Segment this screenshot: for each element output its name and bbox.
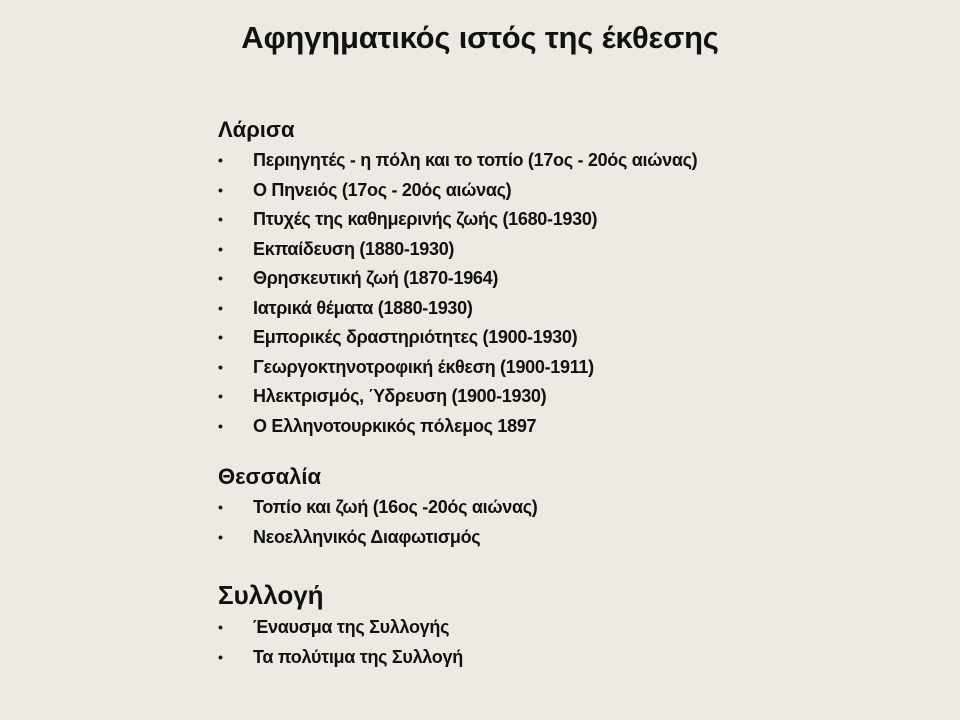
list-item-text: Εκπαίδευση (1880-1930) bbox=[253, 238, 455, 259]
list-item bbox=[218, 412, 918, 442]
list-item-text: Νεοελληνικός Διαφωτισμός bbox=[253, 526, 481, 547]
bullet-icon: • bbox=[218, 648, 223, 665]
list-item bbox=[218, 205, 918, 235]
list-item-text: Έναυσμα της Συλλογής bbox=[253, 617, 450, 637]
list-item bbox=[218, 176, 918, 206]
bullet-icon: • bbox=[218, 299, 223, 316]
slide-title: Αφηγηματικός ιστός της έκθεσης bbox=[241, 20, 719, 55]
bullet-list bbox=[218, 146, 918, 441]
list-item-text: Ο Ελληνοτουρκικός πόλεμος 1897 bbox=[253, 415, 537, 436]
list-item-text: Τα πολύτιμα της Συλλογή bbox=[253, 646, 463, 667]
list-item-text: Τοπίο και ζωή (16ος -20ός αιώνας) bbox=[253, 497, 538, 517]
section-heading: Θεσσαλία bbox=[218, 464, 322, 489]
list-item bbox=[218, 643, 918, 673]
bullet-list bbox=[218, 613, 918, 672]
section-spacer bbox=[218, 441, 918, 461]
list-item-text: Γεωργοκτηνοτροφική έκθεση (1900-1911) bbox=[253, 356, 594, 377]
list-item bbox=[218, 294, 918, 324]
list-item-text: Εμπορικές δραστηριότητες (1900-1930) bbox=[253, 327, 578, 347]
bullet-icon: • bbox=[218, 181, 223, 198]
bullet-icon: • bbox=[218, 417, 223, 434]
section-syllogi bbox=[218, 577, 918, 672]
list-item bbox=[218, 493, 918, 523]
list-item bbox=[218, 146, 918, 176]
bullet-icon: • bbox=[218, 388, 223, 404]
bullet-list bbox=[218, 493, 918, 552]
section-larisa bbox=[218, 114, 918, 441]
list-item-text: Πτυχές της καθημερινής ζωής (1680-1930) bbox=[253, 209, 598, 229]
list-item bbox=[218, 523, 918, 553]
bullet-icon: • bbox=[218, 619, 223, 635]
list-item-text: Ηλεκτρισμός, Ύδρευση (1900-1930) bbox=[253, 386, 547, 406]
bullet-icon: • bbox=[218, 211, 223, 227]
list-item-text: Ο Πηνειός (17ος - 20ός αιώνας) bbox=[253, 179, 512, 200]
bullet-icon: • bbox=[218, 358, 223, 375]
list-item-text: Περιηγητές - η πόλη και το τοπίο (17ος - 20ός αιώνας) bbox=[253, 150, 698, 170]
section-thessalia bbox=[218, 461, 918, 552]
bullet-icon: • bbox=[218, 329, 223, 345]
list-item bbox=[218, 613, 918, 643]
section-heading: Συλλογή bbox=[218, 580, 324, 610]
list-item bbox=[218, 353, 918, 383]
list-item bbox=[218, 382, 918, 412]
bullet-icon: • bbox=[218, 240, 223, 257]
bullet-icon: • bbox=[218, 270, 223, 286]
list-item-text: Θρησκευτική ζωή (1870-1964) bbox=[253, 268, 499, 288]
section-spacer bbox=[218, 552, 918, 577]
list-item bbox=[218, 264, 918, 294]
slide-content bbox=[218, 114, 918, 672]
bullet-icon: • bbox=[218, 528, 223, 545]
bullet-icon: • bbox=[218, 152, 223, 168]
list-item bbox=[218, 235, 918, 265]
bullet-icon: • bbox=[218, 499, 223, 515]
section-heading: Λάρισα bbox=[218, 117, 295, 142]
list-item bbox=[218, 323, 918, 353]
list-item-text: Ιατρικά θέματα (1880-1930) bbox=[253, 297, 473, 318]
